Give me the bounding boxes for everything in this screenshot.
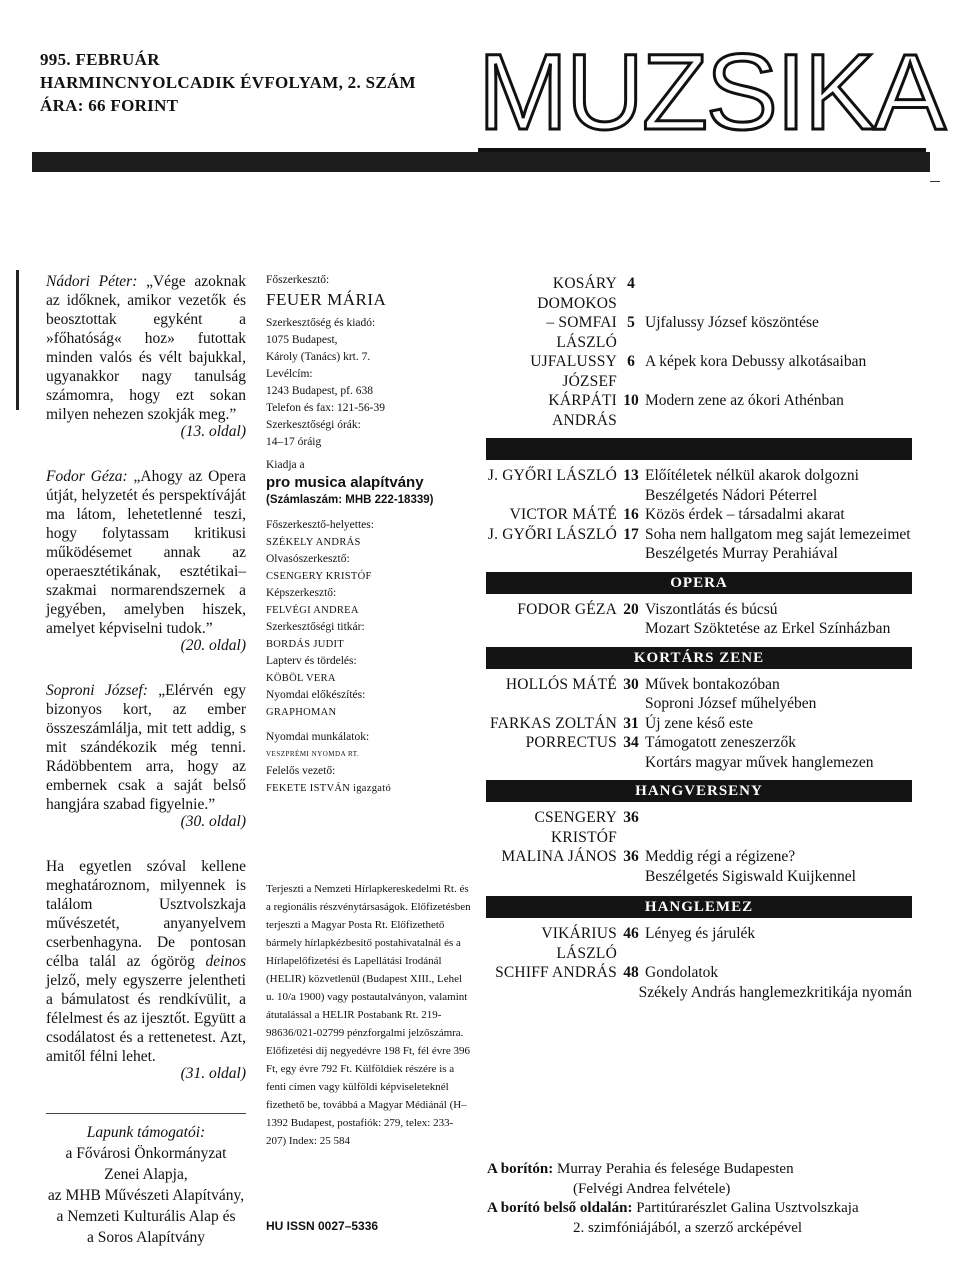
toc-entry (482, 391, 912, 430)
toc-title: Közös érdek – társadalmi akarat (645, 506, 845, 523)
staff-name: CSENGERY KRISTÓF (266, 571, 372, 582)
toc-entry (482, 983, 912, 1003)
quote-author: Nádori Péter: (46, 273, 138, 290)
quote-text: „Vége azoknak az időknek, amikor vezetők és beosztottak egyként a »főhatóság« hoz» futottak minden valós és vélt bajukkal, ugyanakkor nagy tanulság számomra, hogy ezt sokan milyen nehezen szokják meg.” (46, 273, 246, 423)
toc-entry (482, 694, 912, 714)
toc-title: Meddig régi a régizene? (645, 848, 796, 865)
hours-label: Szerkesztőségi órák: (266, 419, 361, 431)
publisher-name: pro musica alapítvány (266, 474, 424, 491)
issue-info (40, 48, 416, 117)
distribution-info: Terjeszti a Nemzeti Hírlapkereskedelmi Rt. és a regionális részvénytársaságok. Előfizetésben terjeszti a Magyar Posta Rt. Előfizethető bármely hírlapkézbesítő postahivatalnál és a Hírlapelőfizetési és Lapellátási Irodánál (HELIR) közvetlenül (Budapest XIII., Lehel u. 10/a 1900) vagy postautalványon, valamint átutalással a HELIR Postabank Rt. 219-98636/021-02799 pénzforgalmi jelzőszámra. Előfizetési díj negyedévre 198 Ft, fél évre 396 Ft, egy évre 792 Ft. Külföldiek részére is a fenti címen vagy külföldi képviseleteknél fizethető be, továbbá a Magyar Médiánál (H–1392 Budapest, postafiók: 279, telex: 233-207) Index: 25 584 (266, 883, 471, 1147)
staff-name: BORDÁS JUDIT (266, 639, 344, 650)
toc-page: 34 (623, 734, 639, 751)
cover-credits (487, 1160, 927, 1238)
staff-role: Szerkesztőségi titkár: (266, 621, 365, 633)
editor-label: Főszerkesztő: (266, 274, 330, 286)
mail-label: Levélcím: (266, 368, 313, 380)
cover-inside-text: 2. szimfóniájából, a szerző arcképével (573, 1219, 803, 1236)
toc-entry (482, 313, 912, 352)
staff-name: FELVÉGI ANDREA (266, 605, 359, 616)
toc-author: PORRECTUS (525, 734, 617, 751)
toc-title: Kortárs magyar művek hanglemezen (645, 753, 874, 771)
section-band (486, 438, 912, 460)
toc-title: Soha nem hallgatom meg saját lemezeimet (645, 525, 911, 543)
quote-ref: (13. oldal) (180, 423, 246, 440)
toc-author: HOLLÓS MÁTÉ (505, 675, 617, 693)
toc-title: Mozart Szöktetése az Erkel Színházban (645, 620, 891, 637)
quote-text: „Elérvén egy bizonyos kort, az ember összeszámlálja, mit tett addig, s mit szándékozik még tenni. Rádöbbentem arra, hogy az embernek csak a saját belső hangjára szabad figyelnie.” (46, 682, 246, 813)
issue-price: ÁRA: 66 FORINT (40, 96, 179, 115)
staff-role: Lapterv és tördelés: (266, 655, 357, 667)
toc-title: Új zene késő este (645, 714, 754, 732)
editor-name: FEUER MÁRIA (266, 290, 387, 309)
staff-role: Olvasószerkesztő: (266, 553, 350, 565)
toc-author: VICTOR MÁTÉ (509, 506, 617, 523)
print-label: Nyomdai munkálatok: (266, 731, 370, 743)
cover-front: A borítón: Murray Perahia és felesége Budapesten (487, 1161, 794, 1177)
toc-title: Viszontlátás és búcsú (645, 600, 778, 618)
toc-title: Beszélgetés Sigiswald Kuijkennel (645, 867, 856, 885)
essay-text: Ha egyetlen szóval kellene meghatároznom, milyennek is találom Usztvolszkaja művészetét, anyanyelvem cserbenhagyna. De pontosan célba talál az ógörög (46, 858, 246, 970)
toc-author: SCHIFF ANDRÁS (495, 964, 617, 981)
supporter-line: a Soros Alapítvány (87, 1229, 205, 1246)
toc-page: 6 (627, 353, 635, 370)
logo-text: MUZSIKA (478, 31, 945, 152)
toc-entry (482, 525, 912, 545)
office-label: Szerkesztőség és kiadó: (266, 317, 376, 329)
toc-title: Soproni József műhelyében (645, 695, 817, 712)
quotes-column (46, 272, 246, 1083)
cover-front-credit: (Felvégi Andrea felvétele) (573, 1180, 731, 1197)
toc-page: 36 (623, 848, 639, 865)
toc-entry (482, 600, 912, 620)
toc-entry (482, 924, 912, 963)
toc-entry (482, 274, 912, 313)
toc-page: 16 (623, 506, 639, 523)
supporter-line: a Nemzeti Kulturális Alap és (56, 1208, 236, 1225)
toc-entry (482, 963, 912, 983)
printer-name: VESZPRÉMI NYOMDA RT. (266, 750, 360, 758)
toc-author: KÁRPÁTI ANDRÁS (548, 392, 617, 429)
issue-volume: HARMINCNYOLCADIK ÉVFOLYAM, 2. SZÁM (40, 73, 416, 92)
toc-author: – SOMFAI LÁSZLÓ (546, 314, 617, 351)
masthead-logo (478, 31, 945, 152)
toc-entry (482, 352, 912, 391)
quote-text: „Ahogy az Opera útját, helyzetét és perspektíváját ma látom, lehetetlenné teszi, hogy folytassam kritikusi működésemet annak az operaesztétikának, esztétikai–szakmai normarendszernek a jegyében, amelyben hiszek, amelyet képviselni tudok.” (46, 468, 246, 637)
quote-ref: (20. oldal) (180, 637, 246, 654)
toc-entry (482, 714, 912, 734)
margin-line (16, 270, 19, 410)
hours: 14–17 óráig (266, 436, 322, 448)
toc-author: UJFALUSSY JÓZSEF (530, 353, 617, 390)
toc-title: Modern zene az ókori Athénban (645, 392, 844, 409)
toc-entry (482, 808, 912, 847)
toc-entry (482, 867, 912, 887)
quote-author: Fodor Géza: (46, 468, 128, 485)
toc-entry (482, 733, 912, 753)
toc-title: Lényeg és járulék (645, 925, 756, 942)
toc-entry (482, 486, 912, 506)
mail-address: 1243 Budapest, pf. 638 (266, 385, 374, 397)
phone: Telefon és fax: 121-56-39 (266, 402, 385, 414)
toc-page: 20 (623, 600, 639, 618)
toc-entry (482, 466, 912, 486)
toc-author: MALINA JÁNOS (501, 848, 617, 865)
supporter-line: Zenei Alapja, (104, 1166, 188, 1183)
issue-date: 995. FEBRUÁR (40, 50, 160, 69)
toc-page: 5 (627, 314, 635, 331)
staff-name: KÖBÖL VERA (266, 673, 336, 684)
toc-author: VIKÁRIUS LÁSZLÓ (541, 925, 617, 962)
table-of-contents (482, 274, 912, 1002)
staff-role: Főszerkesztő-helyettes: (266, 519, 374, 531)
toc-entry (482, 505, 912, 525)
toc-title: Ujfalussy József köszöntése (645, 314, 819, 331)
supporters-title: Lapunk támogatói: (86, 1124, 206, 1141)
toc-title: Beszélgetés Murray Perahiával (645, 545, 838, 562)
manager-label: Felelős vezető: (266, 765, 336, 777)
toc-title: Előítéletek nélkül akarok dolgozni (645, 467, 859, 484)
section-band-kortars: KORTÁRS ZENE (486, 647, 912, 669)
section-band-hanglemez: HANGLEMEZ (486, 896, 912, 918)
toc-title: Művek bontakozóban (645, 675, 780, 693)
essay-term: deinos (205, 953, 246, 970)
decorative-dash (930, 181, 940, 182)
toc-page: 10 (623, 392, 639, 409)
account-number: (Számlaszám: MHB 222-18339) (266, 494, 434, 506)
imprint-column (266, 272, 471, 797)
header-rule (32, 152, 930, 172)
publisher-label: Kiadja a (266, 459, 305, 471)
office-line: 1075 Budapest, (266, 334, 338, 346)
toc-title: Gondolatok (645, 964, 719, 981)
essay-text: jelző, mely egyszerre jelentheti a bámulatost és rendkívülit, a félelmest és az ijesztőt. Együtt a csodálatost és a rettenetest. Azt, amitől félni lehet. (46, 972, 246, 1065)
toc-title: Beszélgetés Nádori Péterrel (645, 486, 818, 504)
toc-author: FARKAS ZOLTÁN (489, 714, 617, 732)
section-band-hangverseny: HANGVERSENY (486, 780, 912, 802)
toc-page: 48 (623, 964, 639, 981)
cover-inside: A borító belső oldalán: Partitúrarészlet Galina Usztvolszkaja (487, 1200, 859, 1216)
staff-role: Nyomdai előkészítés: (266, 689, 366, 701)
toc-entry (482, 847, 912, 867)
quote-ref: (30. oldal) (180, 813, 246, 830)
toc-title: Székely András hanglemezkritikája nyomán (638, 983, 912, 1001)
toc-page: 31 (623, 714, 639, 732)
staff-name: GRAPHOMAN (266, 707, 337, 718)
toc-author: FODOR GÉZA (517, 600, 617, 618)
toc-title: A képek kora Debussy alkotásaiban (645, 353, 867, 370)
staff-name: SZÉKELY ANDRÁS (266, 537, 361, 548)
toc-page: 17 (623, 525, 639, 543)
toc-page: 46 (623, 925, 639, 942)
staff-role: Képszerkesztő: (266, 587, 337, 599)
toc-page: 13 (623, 467, 639, 484)
quote-2 (46, 467, 246, 638)
toc-page: 30 (623, 675, 639, 693)
toc-entry (482, 619, 912, 639)
essay-excerpt (46, 857, 246, 1066)
toc-author: J. GYŐRI LÁSZLÓ (487, 467, 617, 484)
toc-page: 4 (627, 275, 635, 292)
toc-author: CSENGERY KRISTÓF (534, 809, 617, 846)
quote-1 (46, 272, 246, 424)
office-line: Károly (Tanács) krt. 7. (266, 351, 371, 363)
quote-3 (46, 681, 246, 814)
supporter-line: a Fővárosi Önkormányzat (65, 1145, 227, 1162)
toc-entry (482, 675, 912, 695)
issn: HU ISSN 0027–5336 (266, 1219, 379, 1233)
quote-author: Soproni József: (46, 682, 148, 699)
toc-author: J. GYŐRI LÁSZLÓ (487, 525, 617, 543)
toc-page: 36 (623, 809, 639, 826)
supporter-line: az MHB Művészeti Alapítvány, (47, 1187, 245, 1204)
section-band-opera: OPERA (486, 572, 912, 594)
toc-title: Támogatott zeneszerzők (645, 734, 797, 751)
toc-entry (482, 544, 912, 564)
manager-name: FEKETE ISTVÁN igazgató (266, 783, 391, 794)
supporters-box (46, 1113, 246, 1248)
toc-entry (482, 753, 912, 773)
toc-author: KOSÁRY DOMOKOS (537, 275, 617, 312)
essay-ref: (31. oldal) (180, 1065, 246, 1082)
